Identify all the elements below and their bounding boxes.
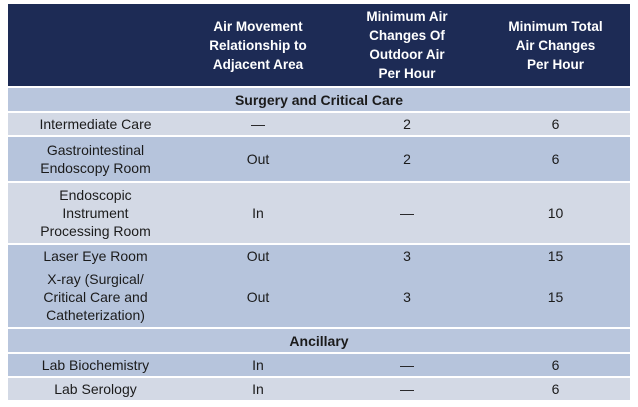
space-name-line: Catheterization) <box>46 307 145 323</box>
space-name-line: Lab Serology <box>54 381 137 397</box>
header-min-total-air <box>481 4 630 87</box>
ventilation-table-container <box>8 4 630 400</box>
space-name-line: Laser Eye Room <box>43 248 148 264</box>
header-text-line: Minimum Air <box>366 9 448 24</box>
table-header <box>8 4 630 87</box>
space-name-cell <box>8 182 183 244</box>
min-outdoor-cell: — <box>333 377 481 400</box>
min-outdoor-cell: 3 <box>333 267 481 328</box>
min-outdoor-cell: — <box>333 182 481 244</box>
header-text-line: Changes Of <box>369 28 445 43</box>
air-movement-cell: In <box>183 353 333 377</box>
min-total-cell: 10 <box>481 182 630 244</box>
header-text-line: Per Hour <box>526 56 584 72</box>
table-row <box>8 112 630 136</box>
space-name-line: Endoscopic <box>59 187 132 203</box>
section-title: Ancillary <box>8 328 630 353</box>
table-row <box>8 244 630 267</box>
min-total-cell: 6 <box>481 353 630 377</box>
min-total-cell: 6 <box>481 112 630 136</box>
air-movement-cell: Out <box>183 244 333 267</box>
header-text-line: Adjacent Area <box>212 56 304 72</box>
space-name-line: Endoscopy Room <box>40 160 151 176</box>
table-row <box>8 377 630 400</box>
section-row <box>8 87 630 112</box>
space-name-line: Instrument <box>62 205 129 221</box>
air-movement-cell: — <box>183 112 333 136</box>
air-movement-cell: Out <box>183 267 333 328</box>
table-row <box>8 136 630 182</box>
section-title: Surgery and Critical Care <box>8 87 630 112</box>
space-name-cell <box>8 112 183 136</box>
header-text-line: Per Hour <box>378 66 436 81</box>
min-outdoor-cell: 2 <box>333 112 481 136</box>
space-name-line: Processing Room <box>40 223 151 239</box>
min-total-cell: 6 <box>481 136 630 182</box>
air-movement-cell: Out <box>183 136 333 182</box>
header-min-outdoor-air <box>333 4 481 87</box>
header-text-line: Outdoor Air <box>369 47 445 62</box>
space-name-line: Gastrointestinal <box>46 142 145 158</box>
space-name-cell <box>8 353 183 377</box>
min-outdoor-cell: 2 <box>333 136 481 182</box>
space-name-cell <box>8 136 183 182</box>
space-name-line: Intermediate Care <box>39 116 152 132</box>
header-text-line: Minimum Total <box>508 18 603 34</box>
min-total-cell: 15 <box>481 267 630 328</box>
table-row <box>8 353 630 377</box>
min-total-cell: 15 <box>481 244 630 267</box>
min-outdoor-cell: — <box>333 353 481 377</box>
table-row <box>8 267 630 328</box>
space-name-line: Critical Care and <box>43 289 148 305</box>
air-movement-cell: In <box>183 182 333 244</box>
header-air-movement <box>183 4 333 87</box>
section-row <box>8 328 630 353</box>
space-name-cell <box>8 244 183 267</box>
space-name-cell <box>8 377 183 400</box>
table-row <box>8 182 630 244</box>
air-movement-cell: In <box>183 377 333 400</box>
header-space-name <box>8 4 183 87</box>
space-name-cell <box>8 267 183 328</box>
header-text-line: Air Changes <box>515 37 596 53</box>
header-text-line: Air Movement <box>213 18 303 34</box>
table-body <box>8 87 630 400</box>
header-row <box>8 4 630 87</box>
header-text-line: Relationship to <box>209 37 307 53</box>
ventilation-table <box>8 4 630 400</box>
min-total-cell: 6 <box>481 377 630 400</box>
space-name-line: X-ray (Surgical/ <box>47 271 144 287</box>
space-name-line: Lab Biochemistry <box>41 357 150 373</box>
min-outdoor-cell: 3 <box>333 244 481 267</box>
